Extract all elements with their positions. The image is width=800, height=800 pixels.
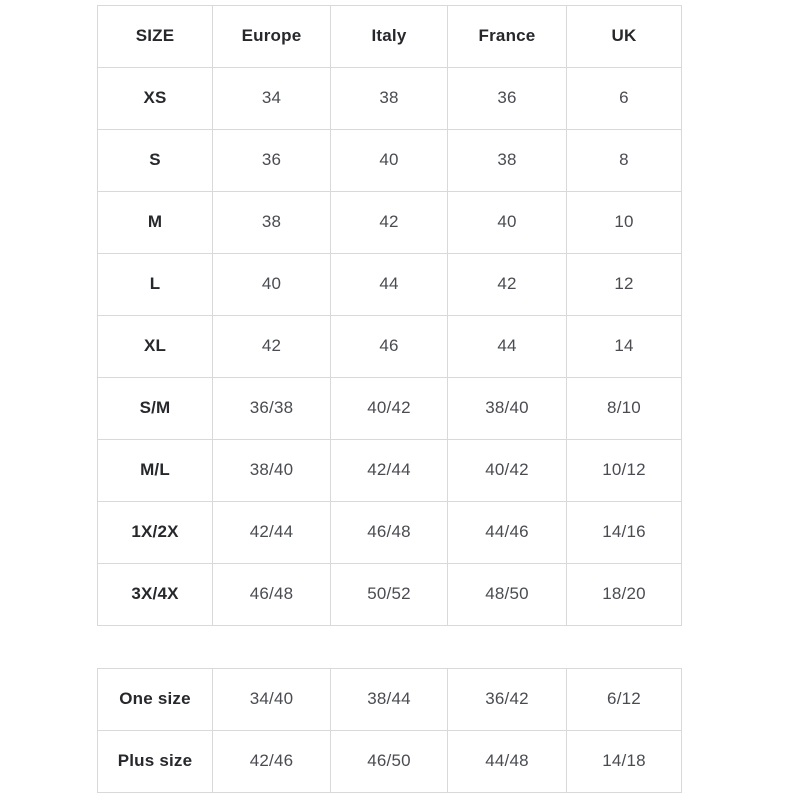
table-row bbox=[98, 130, 682, 192]
special-sizes-table bbox=[97, 668, 682, 793]
size-label-cell: M bbox=[98, 192, 213, 254]
size-label-cell: S bbox=[98, 130, 213, 192]
size-value-cell: 12 bbox=[567, 254, 682, 316]
size-value-cell: 38/40 bbox=[213, 440, 331, 502]
size-value-cell: 44 bbox=[331, 254, 448, 316]
table-row bbox=[98, 378, 682, 440]
table-row bbox=[98, 731, 682, 793]
size-value-cell: 34/40 bbox=[213, 669, 331, 731]
size-label-cell: XS bbox=[98, 68, 213, 130]
size-value-cell: 44 bbox=[448, 316, 567, 378]
size-value-cell: 14/16 bbox=[567, 502, 682, 564]
size-value-cell: 42/44 bbox=[213, 502, 331, 564]
size-value-cell: 36/42 bbox=[448, 669, 567, 731]
size-label-cell: One size bbox=[98, 669, 213, 731]
size-value-cell: 44/46 bbox=[448, 502, 567, 564]
size-value-cell: 36/38 bbox=[213, 378, 331, 440]
size-value-cell: 10 bbox=[567, 192, 682, 254]
table-row bbox=[98, 68, 682, 130]
size-label-cell: 1X/2X bbox=[98, 502, 213, 564]
size-value-cell: 6/12 bbox=[567, 669, 682, 731]
size-value-cell: 40/42 bbox=[331, 378, 448, 440]
size-value-cell: 40 bbox=[213, 254, 331, 316]
table-row bbox=[98, 440, 682, 502]
size-value-cell: 38 bbox=[213, 192, 331, 254]
size-value-cell: 40 bbox=[331, 130, 448, 192]
size-conversion-table-container bbox=[97, 5, 681, 626]
size-value-cell: 46/48 bbox=[213, 564, 331, 626]
column-header-europe: Europe bbox=[213, 6, 331, 68]
size-label-cell: XL bbox=[98, 316, 213, 378]
table-body bbox=[98, 669, 682, 793]
size-value-cell: 42/46 bbox=[213, 731, 331, 793]
size-label-cell: L bbox=[98, 254, 213, 316]
size-value-cell: 34 bbox=[213, 68, 331, 130]
column-header-france: France bbox=[448, 6, 567, 68]
size-value-cell: 46/48 bbox=[331, 502, 448, 564]
size-value-cell: 46/50 bbox=[331, 731, 448, 793]
table-body bbox=[98, 68, 682, 626]
size-value-cell: 18/20 bbox=[567, 564, 682, 626]
size-value-cell: 10/12 bbox=[567, 440, 682, 502]
size-label-cell: S/M bbox=[98, 378, 213, 440]
special-sizes-table-container bbox=[97, 668, 681, 793]
size-value-cell: 6 bbox=[567, 68, 682, 130]
size-value-cell: 14/18 bbox=[567, 731, 682, 793]
table-row bbox=[98, 564, 682, 626]
size-value-cell: 42 bbox=[331, 192, 448, 254]
size-value-cell: 44/48 bbox=[448, 731, 567, 793]
column-header-uk: UK bbox=[567, 6, 682, 68]
size-value-cell: 50/52 bbox=[331, 564, 448, 626]
size-value-cell: 36 bbox=[213, 130, 331, 192]
size-value-cell: 38 bbox=[331, 68, 448, 130]
header-row bbox=[98, 6, 682, 68]
size-value-cell: 38/40 bbox=[448, 378, 567, 440]
size-value-cell: 42 bbox=[213, 316, 331, 378]
table-row bbox=[98, 316, 682, 378]
size-value-cell: 38/44 bbox=[331, 669, 448, 731]
size-value-cell: 14 bbox=[567, 316, 682, 378]
size-value-cell: 8 bbox=[567, 130, 682, 192]
size-value-cell: 42/44 bbox=[331, 440, 448, 502]
size-value-cell: 40/42 bbox=[448, 440, 567, 502]
column-header-italy: Italy bbox=[331, 6, 448, 68]
table-row bbox=[98, 502, 682, 564]
size-value-cell: 42 bbox=[448, 254, 567, 316]
size-value-cell: 8/10 bbox=[567, 378, 682, 440]
size-value-cell: 38 bbox=[448, 130, 567, 192]
table-row bbox=[98, 192, 682, 254]
size-value-cell: 40 bbox=[448, 192, 567, 254]
table-row bbox=[98, 254, 682, 316]
size-value-cell: 36 bbox=[448, 68, 567, 130]
size-label-cell: M/L bbox=[98, 440, 213, 502]
size-value-cell: 46 bbox=[331, 316, 448, 378]
size-value-cell: 48/50 bbox=[448, 564, 567, 626]
size-conversion-table bbox=[97, 5, 682, 626]
table-row bbox=[98, 669, 682, 731]
size-label-cell: 3X/4X bbox=[98, 564, 213, 626]
table-header bbox=[98, 6, 682, 68]
size-label-cell: Plus size bbox=[98, 731, 213, 793]
column-header-size: SIZE bbox=[98, 6, 213, 68]
